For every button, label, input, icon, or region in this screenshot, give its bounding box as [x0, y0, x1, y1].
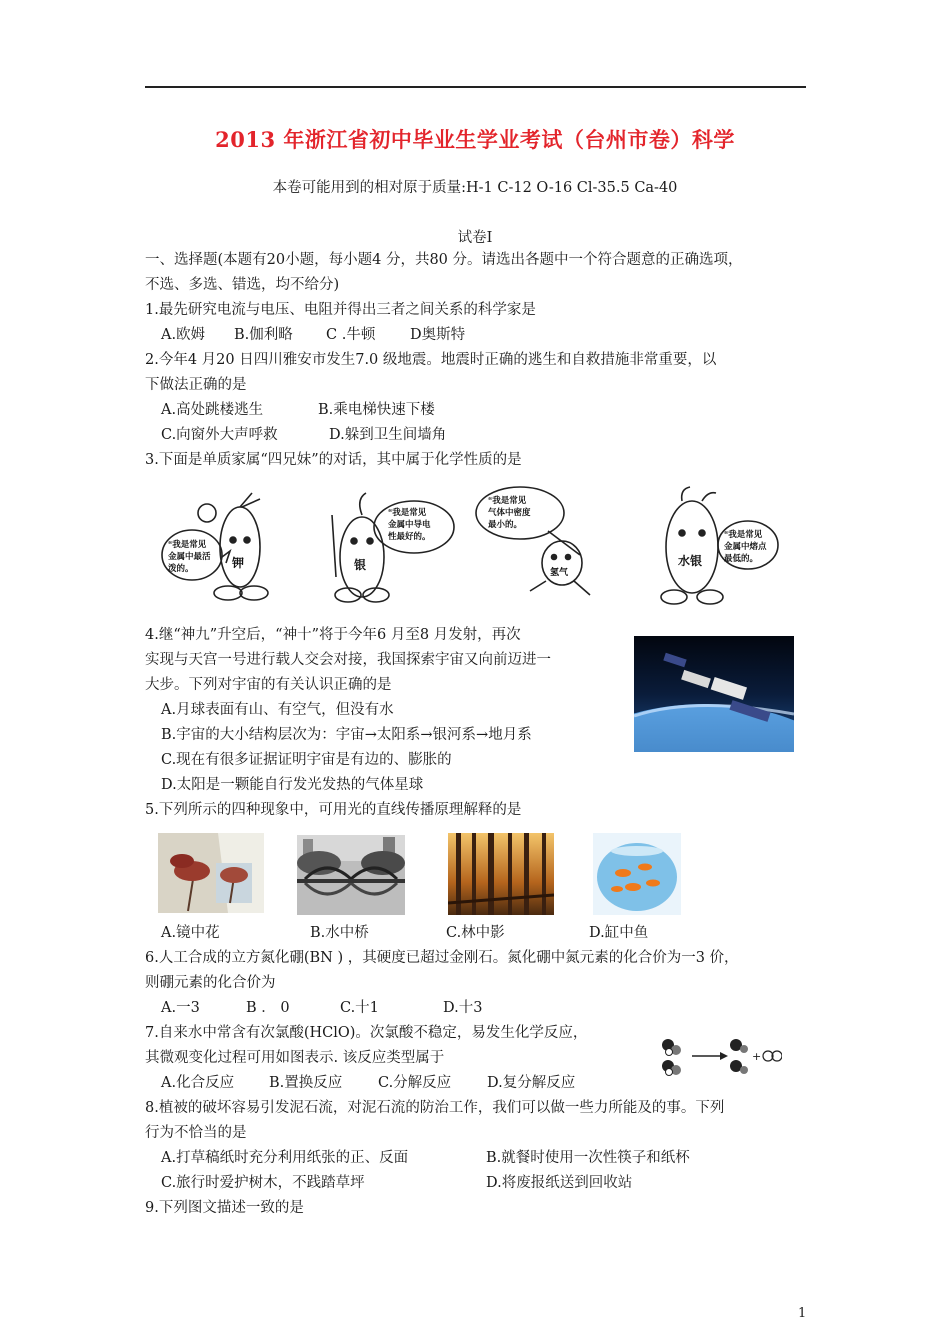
q8-stem-2: 行为不恰当的是 — [145, 1125, 247, 1141]
q3-cartoon-illustration — [150, 485, 780, 610]
speech-3-line1: “我是常见 — [488, 495, 527, 505]
cartoon-3-name: 氢气 — [550, 567, 569, 577]
q2-option-a: A.高处跳楼逃生 — [161, 402, 264, 418]
section-instructions-2: 不选、多选、错选，均不给分) — [145, 277, 340, 293]
speech-4-line1: “我是常见 — [724, 529, 763, 539]
speech-4-line2: 金属中熔点 — [724, 541, 767, 551]
q5-option-c: C.林中影 — [446, 925, 505, 941]
speech-2-line1: “我是常见 — [388, 507, 427, 517]
q4-option-c: C.现在有很多证据证明宇宙是有边的、膨胀的 — [161, 752, 452, 768]
section-instructions-1: 一、选择题(本题有20小题，每小题4 分，共80 分。请选出各题中一个符合题意的正确选项， — [145, 252, 743, 268]
fishbowl-photo — [593, 833, 681, 915]
q6-option-a: A.一3 — [161, 1000, 200, 1016]
bean-character-1 — [220, 507, 260, 587]
q4-stem-2: 实现与天宫一号进行载人交会对接，我国探索宇宙又向前迈进一 — [145, 652, 551, 668]
q7-option-d: D.复分解反应 — [487, 1075, 576, 1091]
reactant-molecules — [662, 1039, 681, 1076]
top-rule — [145, 86, 806, 88]
q5-option-b: B.水中桥 — [310, 925, 369, 941]
q7-option-b: B.置换反应 — [269, 1075, 343, 1091]
q4-option-d: D.太阳是一颗能自行发光发热的气体星球 — [161, 777, 424, 793]
page-number: 1 — [798, 1306, 807, 1321]
q8-stem-1: 8.植被的破坏容易引发泥石流，对泥石流的防治工作，我们可以做一些力所能及的事。下列 — [145, 1100, 725, 1116]
atomic-masses-note: 本卷可能用到的相对原于质量:H-1 C-12 O-16 Cl-35.5 Ca-40 — [272, 180, 678, 196]
svg-text:+: + — [752, 1050, 762, 1063]
speech-3-line2: 气体中密度 — [488, 507, 531, 517]
q3-stem: 3.下面是单质家属“四兄妹”的对话，其中属于化学性质的是 — [145, 452, 522, 468]
q4-option-b: B.宇宙的大小结构层次为：宇宙→太阳系→银河系→地月系 — [161, 727, 532, 743]
q7-stem-2: 其微观变化过程可用如图表示. 该反应类型属于 — [145, 1050, 445, 1066]
reaction-diagram — [656, 1036, 782, 1078]
oxygen-molecule — [763, 1051, 782, 1061]
spacecraft-docking-photo — [634, 636, 794, 752]
q4-stem-3: 大步。下列对宇宙的有关认识正确的是 — [145, 677, 392, 693]
q6-option-b: B ． 0 — [246, 1000, 290, 1016]
speech-1-line1: “我是常见 — [168, 539, 207, 549]
q2-option-c: C.向窗外大声呼救 — [161, 427, 278, 443]
cartoon-2-name: 银 — [354, 558, 367, 572]
q4-option-a: A.月球表面有山、有空气，但没有水 — [161, 702, 394, 718]
speech-1-line2: 金属中最活 — [168, 551, 211, 561]
bean-character-3 — [542, 541, 582, 585]
q2-stem-2: 下做法正确的是 — [145, 377, 247, 393]
q6-option-c: C.十1 — [340, 1000, 379, 1016]
arrow-icon — [692, 1052, 728, 1060]
q8-option-a: A.打草稿纸时充分利用纸张的正、反面 — [161, 1150, 409, 1166]
q5-option-a: A.镜中花 — [161, 925, 220, 941]
bean-character-2 — [340, 517, 384, 597]
speech-2-line2: 金属中导电 — [388, 519, 431, 529]
q4-stem-1: 4.继“神九”升空后，“神十”将于今年6 月至8 月发射，再次 — [145, 627, 521, 643]
speech-1-line3: 泼的。 — [168, 563, 194, 573]
q6-option-d: D.十3 — [443, 1000, 483, 1016]
q7-option-c: C.分解反应 — [378, 1075, 452, 1091]
q7-stem-1: 7.自来水中常含有次氯酸(HClO)。次氯酸不稳定，易发生化学反应， — [145, 1025, 588, 1041]
q1-option-d: D奥斯特 — [410, 327, 466, 343]
q1-option-c: C .牛顿 — [326, 327, 376, 343]
mirror-flower-photo — [158, 833, 264, 913]
speech-3-line3: 最小的。 — [488, 519, 523, 529]
q1-stem: 1.最先研究电流与电压、电阻并得出三者之间关系的科学家是 — [145, 302, 536, 318]
q8-option-c: C.旅行时爱护树木，不践踏草坪 — [161, 1175, 365, 1191]
q2-stem-1: 2.今年4 月20 日四川雅安市发生7.0 级地震。地震时正确的逃生和自救措施非常重要，以 — [145, 352, 717, 368]
product-molecules — [730, 1039, 748, 1074]
speech-4-line3: 最低的。 — [724, 553, 759, 563]
forest-shadow-photo — [448, 833, 554, 915]
cartoon-1-name: 钾 — [232, 556, 245, 570]
q2-option-d: D.躲到卫生间墙角 — [329, 427, 447, 443]
speech-2-line3: 性最好的。 — [388, 531, 431, 541]
water-bridge-photo — [297, 835, 405, 915]
q5-stem: 5.下列所示的四种现象中，可用光的直线传播原理解释的是 — [145, 802, 522, 818]
q5-option-d: D.缸中鱼 — [589, 925, 649, 941]
bean-character-4 — [666, 501, 718, 593]
q1-option-a: A.欧姆 — [161, 327, 206, 343]
paper-label: 试卷Ⅰ — [457, 230, 493, 246]
q8-option-b: B.就餐时使用一次性筷子和纸杯 — [486, 1150, 690, 1166]
q2-option-b: B.乘电梯快速下楼 — [318, 402, 435, 418]
q9-stem: 9.下列图文描述一致的是 — [145, 1200, 304, 1216]
q1-option-b: B.伽利略 — [234, 327, 293, 343]
q8-option-d: D.将废报纸送到回收站 — [486, 1175, 633, 1191]
q6-stem-1: 6.人工合成的立方氮化硼(BN ) ，其硬度已超过金刚石。氮化硼中氮元素的化合价为一3 价， — [145, 950, 739, 966]
q6-stem-2: 则硼元素的化合价为 — [145, 975, 276, 991]
q7-option-a: A.化合反应 — [161, 1075, 235, 1091]
cartoon-4-name: 水银 — [678, 554, 703, 568]
exam-title: 2013 年浙江省初中毕业生学业考试（台州市卷）科学 — [215, 127, 735, 152]
